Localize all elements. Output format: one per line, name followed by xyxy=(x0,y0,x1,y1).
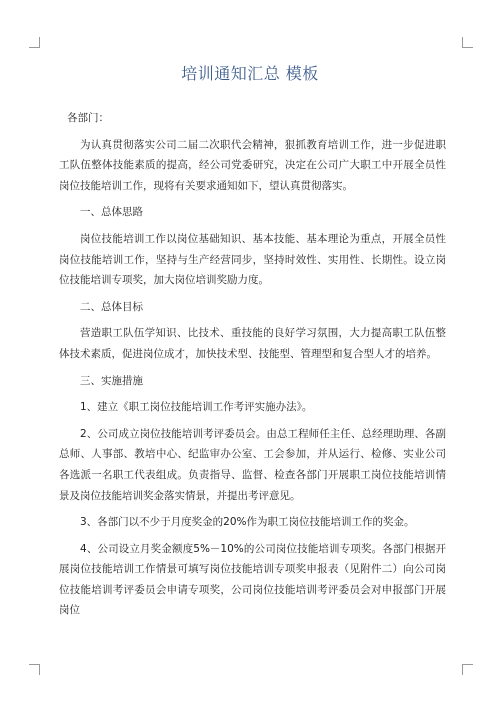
paragraph-section-1: 岗位技能培训工作以岗位基础知识、基本技能、基本理论为重点，开展全员性岗位技能培训工作，坚持与生产经营同步，坚持时效性、实用性、长期性。设立岗位技能培训专项奖，加大岗位培训奖励力度。 xyxy=(59,232,446,287)
measure-item-3: 3、各部门以不少于月度奖金的20%作为职工岗位技能培训工作的奖金。 xyxy=(80,516,415,529)
page-corner-mark-top-right xyxy=(462,37,473,48)
page-corner-mark-bottom-left xyxy=(29,664,40,675)
measure-item-4: 4、公司设立月奖金额度5%－10%的公司岗位技能培训专项奖。各部门根据开展岗位技能培训工作情景可填写岗位技能培训专项奖申报表（见附件二）向公司岗位技能培训考评委员会申请专项奖，公司岗位技能培训考评委员会对申报部门开展岗位 xyxy=(59,542,446,617)
page-corner-mark-bottom-right xyxy=(462,664,473,675)
measure-item-1: 1、建立《职工岗位技能培训工作考评实施办法》。 xyxy=(80,401,313,414)
paragraph-section-2: 营造职工队伍学知识、比技术、重技能的良好学习氛围，大力提高职工队伍整体技术素质，促进岗位成才，加快技术型、技能型、管理型和复合型人才的培养。 xyxy=(59,327,446,360)
document-title: 培训通知汇总 模板 xyxy=(181,64,319,83)
page-corner-mark-top-left xyxy=(29,37,40,48)
greeting: 各部门： xyxy=(67,112,109,124)
section-heading-2: 二、总体目标 xyxy=(80,300,143,313)
measure-item-2: 2、公司成立岗位技能培训考评委员会。由总工程师任主任、总经理助理、各副总师、人事部、教培中心、纪监审办公室、工会参加，并从运行、检修、实业公司各选派一名职工代表组成。负责指导、监督、检查各部门开展职工岗位技能培训情景及岗位技能培训奖金落实情景，并提出考评意见。 xyxy=(59,427,446,502)
paragraph-intro: 为认真贯彻落实公司二届二次职代会精神，狠抓教育培训工作，进一步促进职工队伍整体技能素质的提高，经公司党委研究，决定在公司广大职工中开展全员性岗位技能培训工作，现将有关要求通知如下，望认真贯彻落实。 xyxy=(59,138,446,192)
document-body xyxy=(59,108,446,627)
section-heading-3: 三、实施措施 xyxy=(80,374,143,387)
section-heading-1: 一、总体思路 xyxy=(80,206,143,219)
